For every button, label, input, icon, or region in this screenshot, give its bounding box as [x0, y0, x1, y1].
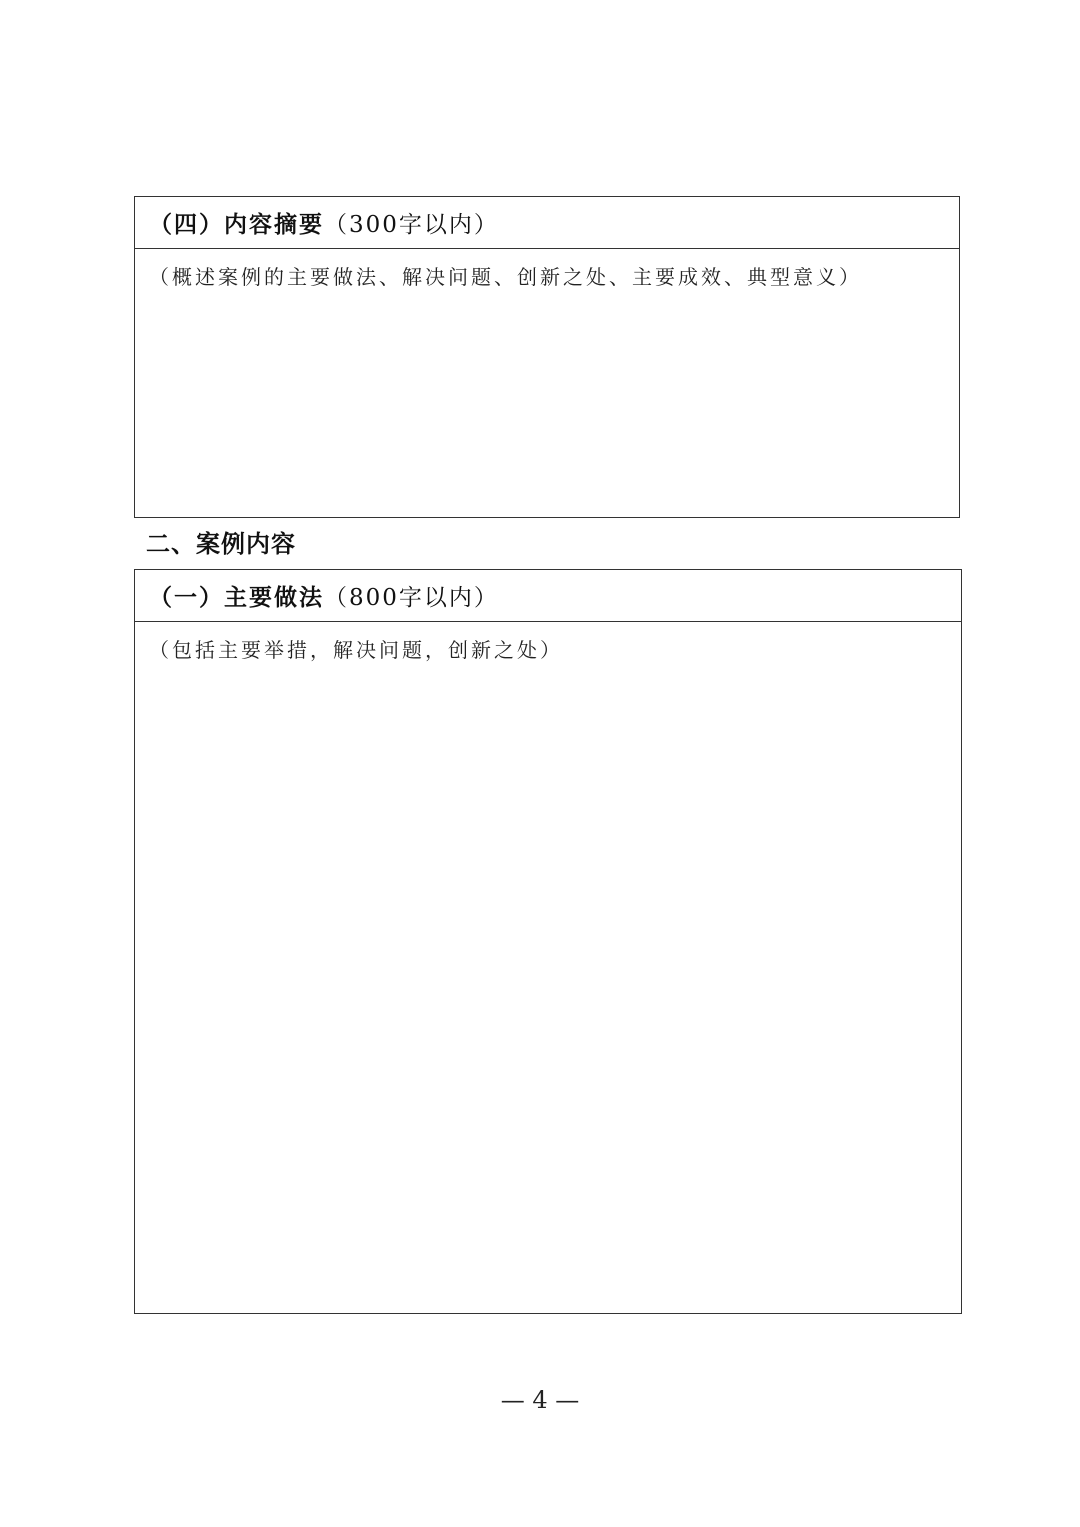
content-summary-title: （四）内容摘要 — [149, 211, 324, 238]
main-practice-hint: （包括主要举措，解决问题，创新之处） — [149, 638, 563, 662]
content-summary-box — [134, 196, 960, 518]
content-summary-header — [135, 197, 959, 249]
content-summary-word-limit: （300字以内） — [324, 212, 499, 238]
main-practice-word-limit: （800字以内） — [324, 585, 499, 611]
content-summary-hint: （概述案例的主要做法、解决问题、创新之处、主要成效、典型意义） — [149, 265, 862, 289]
main-practice-box — [134, 569, 962, 1314]
main-practice-header — [135, 570, 961, 622]
page-number: — 4 — — [500, 1386, 580, 1414]
main-practice-title: （一）主要做法 — [149, 584, 324, 611]
section-heading-case-content: 二、案例内容 — [146, 530, 296, 558]
